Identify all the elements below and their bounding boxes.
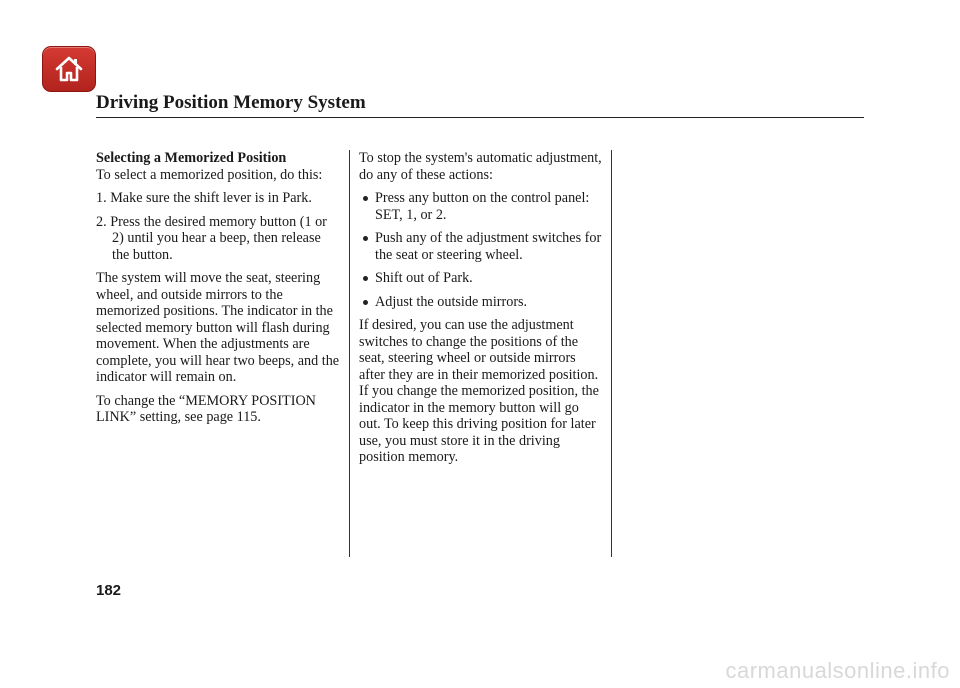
section-title: Driving Position Memory System — [96, 92, 366, 113]
body-paragraph: If desired, you can use the adjustment switches to change the positions of the seat, steering wheel or outside mirrors after they are in their memorized position. If you change the memorized position, the indicator in the memory button will go out. To keep this driving position for later use, you must store it in the driving position memory. — [359, 317, 599, 465]
home-button[interactable] — [42, 46, 96, 92]
page-reference-paragraph[interactable]: To change the “MEMORY POSITION LINK” setting, see page 115. — [96, 392, 316, 425]
column-divider — [611, 150, 612, 557]
bullet-item: Shift out of Park. — [359, 270, 603, 287]
page-number: 182 — [96, 582, 122, 599]
step-item: 2. Press the desired memory button (1 or 2) until you hear a beep, then release the button. — [96, 213, 327, 263]
left-column — [96, 150, 340, 433]
step-item: 1. Make sure the shift lever is in Park. — [96, 190, 312, 206]
bullet-list — [359, 190, 603, 310]
bullet-item: Adjust the outside mirrors. — [359, 294, 603, 311]
intro-text: To select a memorized position, do this: — [96, 166, 323, 183]
bullet-item: Push any of the adjustment switches for the seat or steering wheel. — [359, 230, 603, 263]
intro-text: To stop the system's automatic adjustment, do any of these actions: — [359, 150, 602, 183]
body-paragraph: The system will move the seat, steering wheel, and outside mirrors to the memorized positions. The indicator in the selected memory button will flash during movement. When the adjustments are complete, you will hear two beeps, and the indicator will remain on. — [96, 270, 340, 385]
home-icon — [54, 55, 84, 83]
middle-column — [359, 150, 603, 473]
steps-list — [96, 190, 340, 263]
column-divider — [349, 150, 350, 557]
subsection-heading: Selecting a Memorized Position — [96, 150, 287, 166]
bullet-item: Press any button on the control panel: SET, 1, or 2. — [359, 190, 603, 223]
watermark: carmanualsonline.info — [725, 658, 950, 683]
title-divider — [96, 117, 864, 118]
